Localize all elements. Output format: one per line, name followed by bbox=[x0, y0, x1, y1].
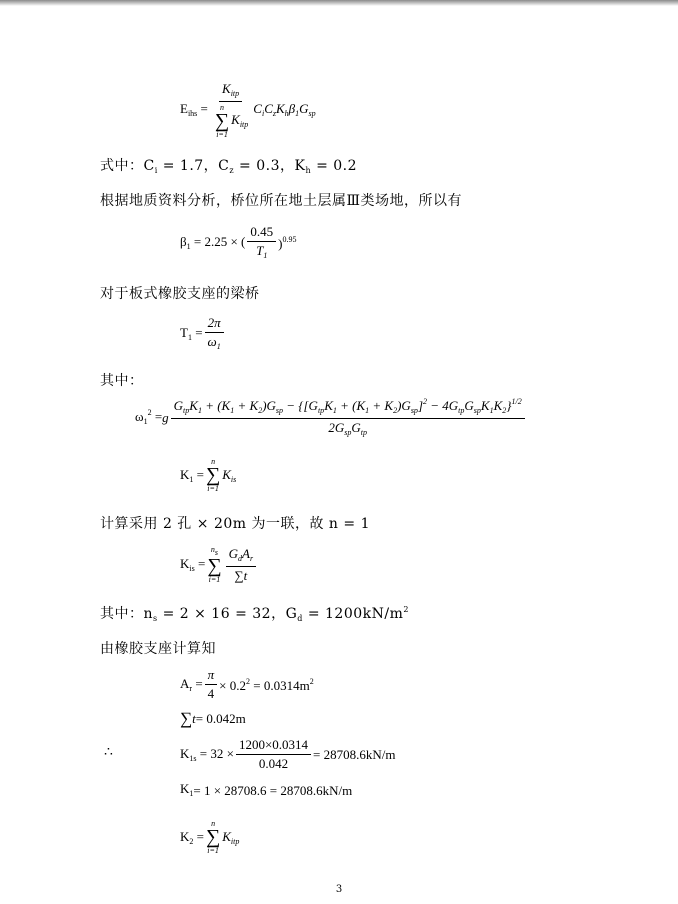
where-label-1: 其中： bbox=[100, 373, 144, 389]
coefficient-line: 式中：$C_i = 1.7$，$C_z = 0.3$，$K_h = 0.2$ bbox=[100, 158, 358, 175]
equation-t1: $T_1$ = $\frac{2\pi}{\omega_1}$ bbox=[180, 316, 226, 352]
ns-gd-line: 其中：$n_s = 2 \times 16 = 32$，$G_d = 1200kN/m^2$ bbox=[100, 605, 409, 623]
bridge-bearing-paragraph: 对于板式橡胶支座的梁桥 bbox=[100, 286, 260, 302]
equation-beta1: $\beta_1 = 2.25$ × ( $\frac{0.45}{T_1}$ )$^{0.95}$ bbox=[180, 224, 297, 261]
equation-k1-value: $K_1$ = 1 × 28708.6 = 28708.6kN/m bbox=[180, 781, 353, 798]
equation-k1-sum: $K_1$ = n ∑ i=1 $K_{is}$ bbox=[180, 457, 237, 493]
equation-k1s: $K_{1s} = 32$ × $\frac{1200\times 0.0314}{0.042}$ = 28708.6kN/m bbox=[180, 737, 396, 772]
rubber-bearing-paragraph: 由橡胶支座计算知 bbox=[100, 641, 216, 657]
equation-sum-t: ∑ t = 0.042m bbox=[180, 709, 246, 728]
equation-ar: $A_r$ = $\frac{\pi}{4}$ × $0.2^2 = 0.0314m^2$ bbox=[180, 667, 314, 702]
equation-kis: $K_{is}$ = $n_s$ ∑ i=1 $\frac{G_dA_r}{\sum t}$ bbox=[180, 546, 258, 584]
page-top-rule bbox=[0, 0, 678, 6]
equation-omega1: $\omega_1^2$ = g $G_{tp}K_1 + (K_1 + K_2)G_{sp} - \{[G_{tp}K_1 + (K_1 + K_2)G_{sp}]^2 - 4G_{tp}G_{sp}K_1K_2\}^{1/2}$ $2G_{sp}G_{tp}$ bbox=[135, 398, 527, 438]
page-number: 3 bbox=[335, 884, 343, 895]
equation-eihs: $E_{ihs}$ = $K_{itp}$ n ∑ i=1 $K_{itp}$ $C_iC_zK_h\beta_1G_{sp}$ bbox=[180, 81, 316, 139]
site-class-paragraph: 根据地质资料分析，桥位所在地土层属Ⅲ类场地，所以有 bbox=[100, 193, 462, 209]
calculation-span-paragraph: 计算采用 2 孔 × 20m 为一联，故 n = 1 bbox=[100, 516, 370, 532]
therefore-symbol: ∴ bbox=[104, 744, 114, 760]
equation-k2-sum: $K_2$ = n ∑ i=1 $K_{itp}$ bbox=[180, 819, 240, 855]
